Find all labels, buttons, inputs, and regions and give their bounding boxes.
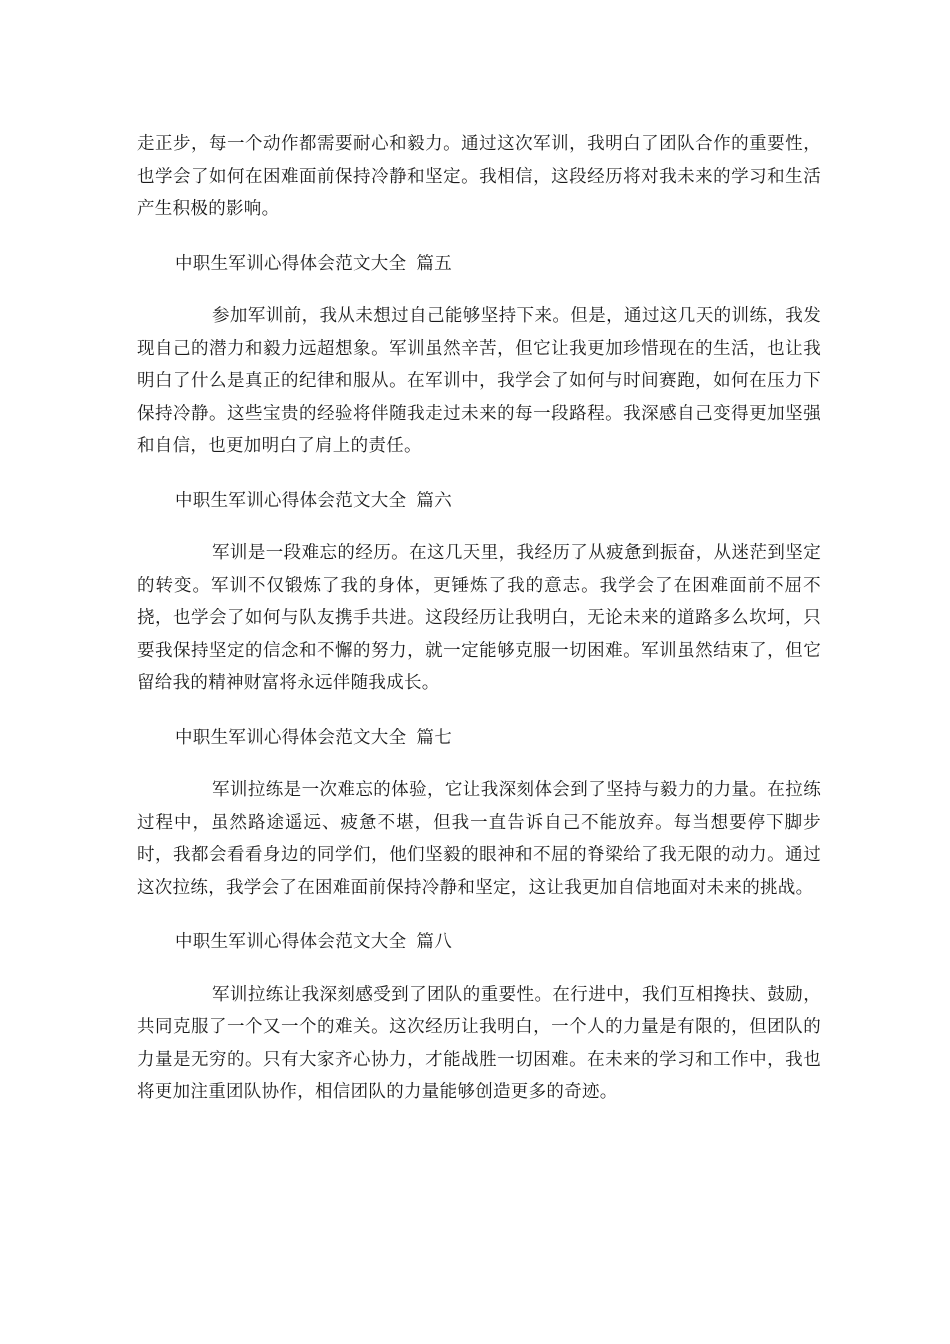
section-heading	[137, 926, 821, 959]
document-body	[137, 128, 821, 1109]
section-paragraph: 参加军训前，我从未想过自己能够坚持下来。但是，通过这几天的训练，我发现自己的潜力和毅力远超想象。军训虽然辛苦，但它让我更加珍惜现在的生活，也让我明白了什么是真正的纪律和服从。在军训中，我学会了如何与时间赛跑，如何在压力下保持冷静。这些宝贵的经验将伴随我走过未来的每一段路程。我深感自己变得更加坚强和自信，也更加明白了肩上的责任。	[137, 306, 821, 456]
section-7	[137, 722, 821, 905]
section-title: 中职生军训心得体会范文大全	[175, 253, 407, 274]
section-paragraph: 军训拉练让我深刻感受到了团队的重要性。在行进中，我们互相搀扶、鼓励，共同克服了一个又一个的难关。这次经历让我明白，一个人的力量是有限的，但团队的力量是无穷的。只有大家齐心协力，才能战胜一切困难。在未来的学习和工作中，我也将更加注重团队协作，相信团队的力量能够创造更多的奇迹。	[137, 984, 821, 1102]
section-paragraph: 军训拉练是一次难忘的体验，它让我深刻体会到了坚持与毅力的力量。在拉练过程中，虽然路途遥远、疲惫不堪，但我一直告诉自己不能放弃。每当想要停下脚步时，我都会看看身边的同学们，他们坚毅的眼神和不屈的脊梁给了我无限的动力。通过这次拉练，我学会了在困难面前保持冷静和坚定，这让我更加自信地面对未来的挑战。	[137, 780, 821, 898]
section-heading	[137, 485, 821, 518]
section-heading	[137, 722, 821, 755]
section-title: 中职生军训心得体会范文大全	[175, 932, 407, 952]
section-6	[137, 485, 821, 700]
section-part: 篇五	[416, 253, 453, 274]
section-8	[137, 926, 821, 1109]
section-part: 篇八	[416, 932, 453, 952]
continued-paragraph: 走正步，每一个动作都需要耐心和毅力。通过这次军训，我明白了团队合作的重要性，也学会了如何在困难面前保持冷静和坚定。我相信，这段经历将对我未来的学习和生活产生积极的影响。	[137, 134, 821, 219]
section-part: 篇六	[416, 490, 453, 511]
section-heading	[137, 248, 821, 281]
section-title: 中职生军训心得体会范文大全	[175, 727, 407, 748]
section-part: 篇七	[416, 727, 453, 748]
section-title: 中职生军训心得体会范文大全	[175, 490, 407, 511]
section-5	[137, 248, 821, 463]
section-paragraph: 军训是一段难忘的经历。在这几天里，我经历了从疲惫到振奋，从迷茫到坚定的转变。军训不仅锻炼了我的身体，更锤炼了我的意志。我学会了在困难面前不屈不挠，也学会了如何与队友携手共进。这段经历让我明白，无论未来的道路多么坎坷，只要我保持坚定的信念和不懈的努力，就一定能够克服一切困难。军训虽然结束了，但它留给我的精神财富将永远伴随我成长。	[137, 543, 821, 693]
